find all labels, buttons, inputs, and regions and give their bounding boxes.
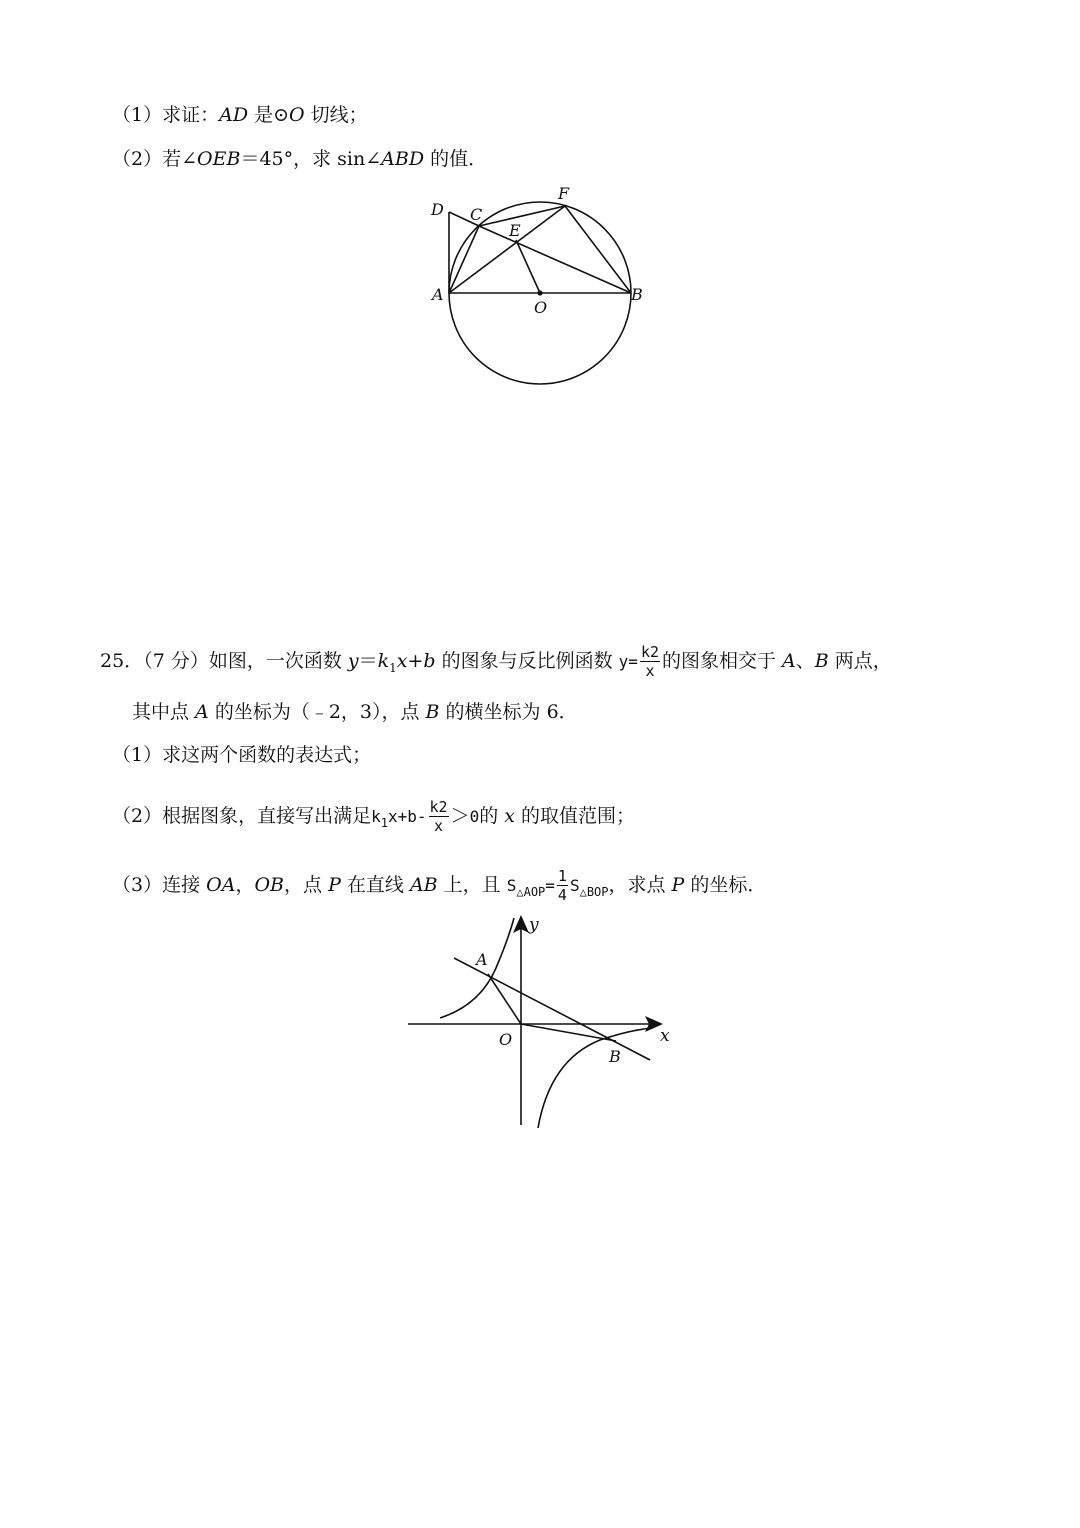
q25-line2-a: A [195, 701, 209, 723]
q25-part3-p: P [328, 874, 341, 896]
q25-line2-end: 的横坐标为 6． [439, 701, 578, 723]
q25-part3-s2-sub: △BOP [579, 885, 609, 899]
q24-part1-mid: 是⊙ [248, 104, 290, 126]
q25-eq1-k-sub: 1 [389, 661, 397, 675]
q25-eq1-plus: + [407, 650, 424, 672]
q25-label-a: A [476, 950, 488, 969]
q24-part2 [112, 150, 487, 169]
q25-part3-mid4: ，求点 [608, 874, 672, 896]
q24-label-f: F [558, 184, 570, 203]
q25-inv-num: k [640, 643, 650, 661]
q25-part3-p2: P [671, 874, 685, 896]
q25-part2-x: x [504, 805, 515, 827]
q25-stem-b: B [814, 650, 829, 672]
q25-part2-den: x [434, 817, 444, 835]
q25-stem-mid: 的图象与反比例函数 [435, 650, 619, 672]
q25-part3 [112, 869, 766, 903]
q25-part3-mid1: ，点 [284, 874, 329, 896]
q24-label-e: E [509, 221, 521, 240]
q25-part2-fraction [429, 800, 449, 834]
q25-line-ab [454, 958, 650, 1060]
q25-figure [400, 910, 690, 1135]
q25-inv-y: y= [618, 652, 638, 671]
q24-part2-pre: （2）若∠ [112, 148, 198, 170]
q24-segment-ac [449, 226, 479, 293]
q25-stem-end-pre: 的图象相交于 [662, 650, 783, 672]
q24-part2-oeb: OEB [197, 148, 241, 170]
q25-line2-b: B [425, 701, 440, 723]
q25-line2-pre: 其中点 [132, 701, 196, 723]
q25-eq1-b: b [423, 650, 436, 672]
q25-part3-end: 的坐标． [684, 874, 767, 896]
q25-inv-num-sub: 2 [649, 643, 659, 661]
q25-part3-fraction [557, 869, 568, 903]
q25-part2-k: k [371, 807, 381, 826]
q24-label-o: O [534, 298, 548, 317]
q25-part3-s1-sub: △AOP [516, 885, 546, 899]
q25-line2-mid: 的坐标为（﹣2，3），点 [208, 701, 426, 723]
q25-part3-s2: S [569, 876, 580, 895]
q24-label-c: C [470, 205, 483, 224]
q24-part1-ad: AD [219, 104, 249, 126]
q25-label-y: y [529, 915, 539, 935]
q25-hyperbola-lower-right [538, 1028, 652, 1128]
q25-part2-k-sub: 1 [380, 816, 388, 830]
q25-part3-oa: OA [206, 874, 236, 896]
q25-part2-num: k [429, 798, 439, 816]
q25-eq1-y: y [347, 650, 359, 672]
q24-figure [420, 180, 660, 390]
q25-label-x: x [660, 1026, 670, 1046]
q25-part1-text: （1）求这两个函数的表达式； [112, 744, 372, 766]
q25-eq1-k: k [377, 650, 390, 672]
q25-part2-expr [371, 807, 427, 830]
q24-label-a: A [432, 285, 444, 304]
q25-part2-zero: 0 [469, 807, 480, 826]
q24-part1-o: O [289, 104, 305, 126]
q25-part2-mid: 的 [479, 805, 505, 827]
q24-part1-post: 切线； [304, 104, 368, 126]
q25-stem-line2 [132, 703, 578, 722]
q25-part3-pre: （3）连接 [112, 874, 207, 896]
q25-segment-oa [488, 974, 521, 1024]
q25-stem-sep: 、 [795, 650, 815, 672]
q24-center-dot [537, 290, 542, 295]
q24-part2-post: 的值． [424, 148, 488, 170]
q25-stem-line1 [100, 645, 892, 679]
q24-part2-abd: ABD [381, 148, 425, 170]
q25-eq1-x: x [396, 650, 408, 672]
q24-label-b: B [631, 285, 643, 304]
q25-part2-pre: （2）根据图象，直接写出满足 [112, 805, 372, 827]
q24-part1 [112, 106, 368, 125]
q25-part2-num-sub: 2 [438, 798, 448, 816]
q24-label-d: D [431, 200, 444, 219]
q24-part2-mid: ＝45°，求 sin∠ [240, 148, 382, 170]
q25-part3-num: 1 [557, 867, 567, 885]
q25-part3-ab: AB [409, 874, 438, 896]
q25-part3-mid3: 上，且 [437, 874, 507, 896]
q25-part3-s1: S [506, 876, 517, 895]
q25-part2-end: 的取值范围； [514, 805, 636, 827]
q25-part1 [112, 746, 371, 765]
q25-part2 [112, 800, 635, 834]
q25-part3-mid2: 在直线 [340, 874, 410, 896]
q25-part2-gt: ＞ [450, 805, 470, 827]
q25-part2-xb: x+b- [387, 807, 427, 826]
q25-segment-ob [521, 1024, 616, 1041]
q25-part3-eq: = [545, 876, 555, 895]
q25-stem-a: A [782, 650, 796, 672]
q25-score: （7 分）如图，一次函数 [143, 650, 348, 672]
q25-inv-fraction [640, 645, 660, 679]
q24-segment-cb [479, 226, 631, 293]
q24-segment-fb [565, 206, 631, 293]
q25-eq1-eq: ＝ [358, 650, 378, 672]
q25-label-o: O [499, 1030, 513, 1049]
q25-part3-comma: ， [235, 874, 255, 896]
q25-label-b: B [609, 1047, 621, 1066]
q24-part1-text: （1）求证： [112, 104, 220, 126]
q25-stem-end: 两点， [828, 650, 892, 672]
q25-part3-ob: OB [254, 874, 285, 896]
q25-number: 25． [100, 650, 144, 672]
q25-inv-den: x [645, 662, 655, 680]
q25-part3-den: 4 [557, 886, 567, 904]
